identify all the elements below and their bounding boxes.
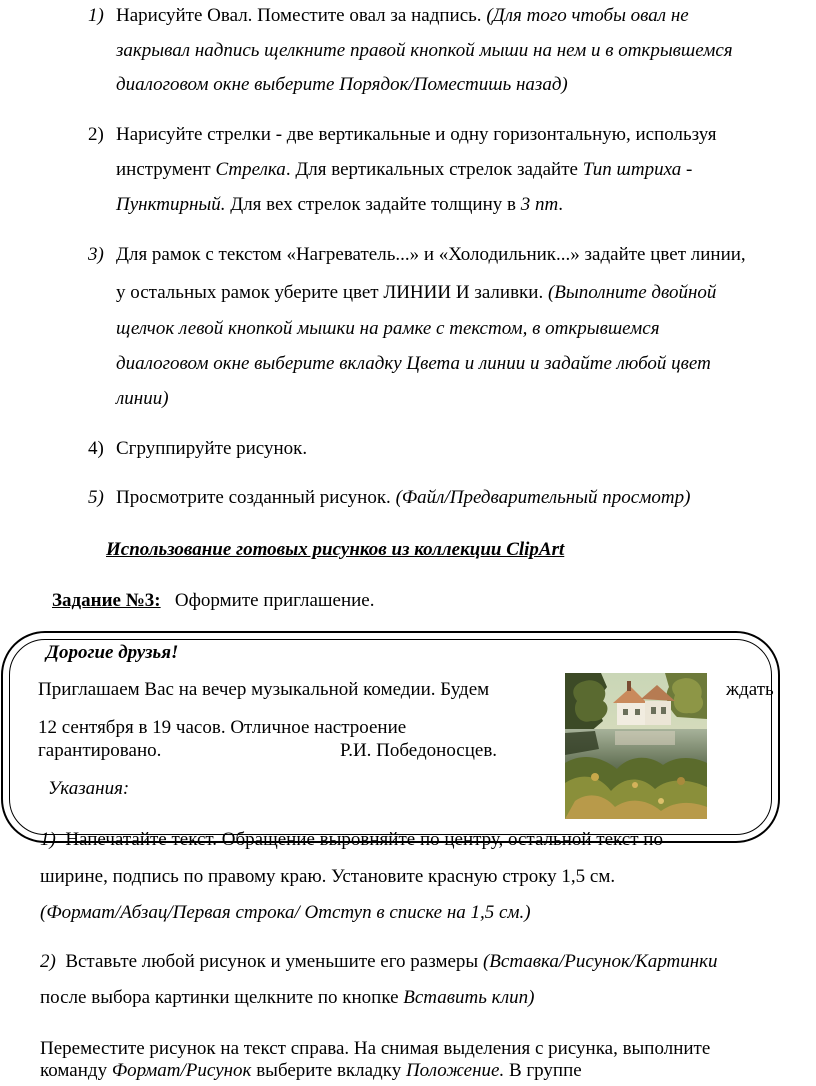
paragraph-line-2: команду Формат/Рисунок выберите вкладку Положение. В группе [40,1060,582,1081]
step-3-number: 3) [88,244,104,265]
invitation-line-3: гарантировано. [38,740,162,761]
invitation-line-2: 12 сентября в 19 часов. Отличное настроение [38,717,407,738]
step-2-line-2: инструмент Стрелка. Для вертикальных стрелок задайте Тип штриха - [116,159,693,180]
paragraph-line-1: Переместите рисунок на текст справа. На снимая выделения с рисунка, выполните [40,1038,711,1059]
bottom-step-2-line-1: 2) Вставьте любой рисунок и уменьшите его размеры (Вставка/Рисунок/Картинки [40,951,718,972]
bottom-step-1-line-2: ширине, подпись по правому краю. Установите красную строку 1,5 см. [40,866,616,887]
step-4-number: 4) [88,438,104,459]
bottom-step-1-number: 1) [40,829,56,850]
step-2-line-1: 2) Нарисуйте стрелки - две вертикальные и одну горизонтальную, используя [88,124,717,145]
invitation-line-1: Приглашаем Вас на вечер музыкальной комедии. Будем [38,679,490,700]
clipart-house-by-pond-icon [565,673,707,819]
bottom-step-2-line-2: после выбора картинки щелкните по кнопке Вставить клип) [40,987,535,1008]
step-1-line-3: диалоговом окне выберите Порядок/Поместишь назад) [116,74,568,95]
step-5: 5) Просмотрите созданный рисунок. (Файл/Предварительный просмотр) [88,487,691,508]
step-3-line-5: линии) [116,388,169,409]
task-line [52,590,374,612]
step-3-line-3: щелчок левой кнопкой мышки на рамке с текстом, в открывшемся [116,318,660,339]
task-text: Оформите приглашение. [174,590,375,611]
invitation-greeting: Дорогие друзья! [46,642,179,663]
step-3-line-1: 3) Для рамок с текстом «Нагреватель...» и «Холодильник...» задайте цвет линии, [88,244,746,265]
bottom-step-1-line-1: 1) Напечатайте текст. Обращение выровняйте по центру, остальной текст по [40,829,663,850]
bottom-step-1-line-3: (Формат/Абзац/Первая строка/ Отступ в списке на 1,5 см.) [40,902,531,923]
invitation-signature: Р.И. Победоносцев. [340,740,498,761]
task-label: Задание №3: [52,590,161,611]
step-4: 4) Сгруппируйте рисунок. [88,438,308,459]
step-5-number: 5) [88,487,104,508]
step-3-line-4: диалоговом окне выберите вкладку Цвета и линии и задайте любой цвет [116,353,711,374]
step-1-line-1: 1) Нарисуйте Овал. Поместите овал за надпись. (Для того чтобы овал не [88,5,689,26]
step-2-line-3: Пунктирный. Для вех стрелок задайте толщину в 3 пт. [116,194,563,215]
step-3-line-2: у остальных рамок уберите цвет ЛИНИИ И заливки. (Выполните двойной [116,282,717,303]
section-title: Использование готовых рисунков из коллекции ClipArt [106,539,565,560]
step-2-number: 2) [88,124,104,145]
bottom-step-2-number: 2) [40,951,56,972]
invitation-line-1-end: ждать [726,679,774,700]
step-1-line-2: закрывал надпись щелкните правой кнопкой мыши на нем и в открывшемся [116,40,733,61]
directions-label: Указания: [48,778,130,799]
step-1-number: 1) [88,5,104,26]
